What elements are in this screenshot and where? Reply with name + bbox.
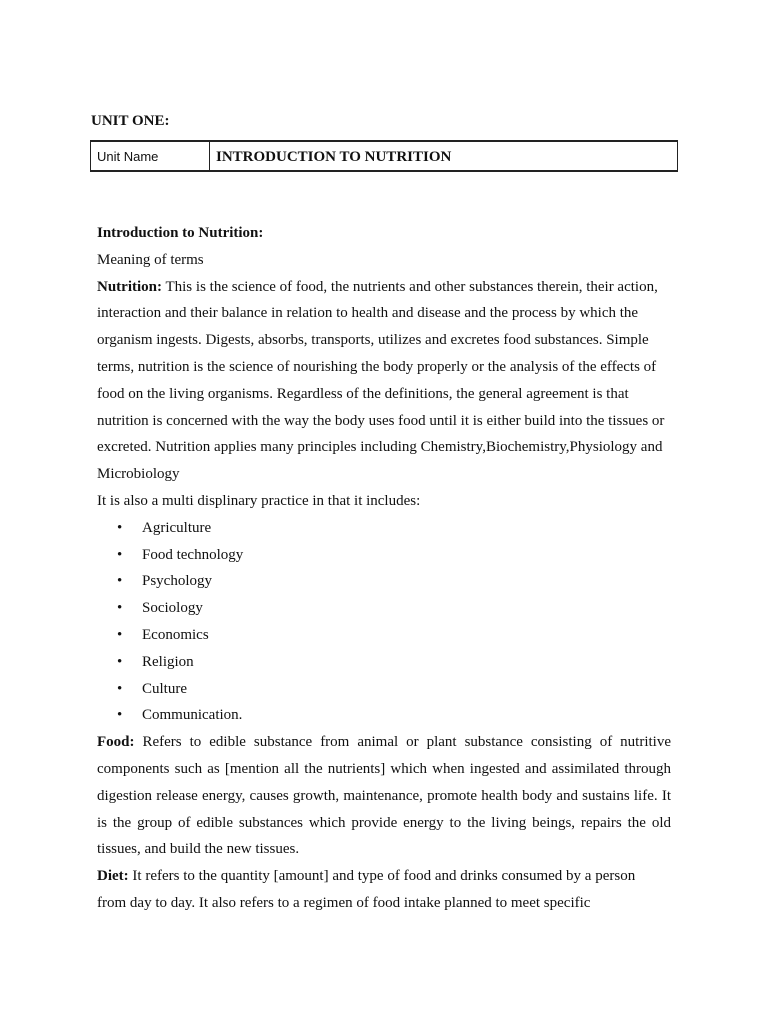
nutrition-term: Nutrition: (97, 278, 162, 295)
list-item-label: Food technology (142, 546, 244, 563)
list-item (97, 676, 671, 703)
disciplines-list (97, 515, 671, 729)
unit-name-table (90, 140, 678, 172)
meaning-of-terms: Meaning of terms (97, 251, 204, 268)
bullet-icon: • (117, 680, 123, 697)
bullet-icon: • (117, 626, 123, 643)
list-item (97, 542, 671, 569)
list-item (97, 515, 671, 542)
food-definition: Refers to edible substance from animal or plant substance consisting of nutritive components such as [mention all the nutrients] which when ingested and assimilated through digestion release energy, causes growth, maintenance, promote health body and sustains life. It is the group of edible substances which provide energy to the living beings, repairs the old tissues, and build the new tissues. (97, 734, 671, 858)
unit-heading: UNIT ONE: (91, 113, 170, 129)
list-item-label: Psychology (142, 573, 213, 590)
bullet-icon: • (117, 600, 123, 617)
document-body (97, 220, 671, 917)
bullet-icon: • (117, 519, 123, 536)
bullet-icon: • (117, 573, 123, 590)
list-item (97, 595, 671, 622)
bullet-icon: • (117, 653, 123, 670)
diet-paragraph (97, 863, 671, 917)
bullet-icon: • (117, 707, 123, 724)
diet-definition-line1: It refers to the quantity [amount] and type of food and drinks consumed by a person (128, 868, 636, 885)
list-item (97, 622, 671, 649)
list-item-label: Religion (142, 653, 194, 670)
diet-term: Diet: (97, 868, 129, 885)
list-item-label: Culture (142, 680, 187, 697)
list-item (97, 702, 671, 729)
unit-name-value: INTRODUCTION TO NUTRITION (216, 149, 452, 165)
unit-name-label: Unit Name (91, 142, 210, 170)
list-item-label: Sociology (142, 600, 203, 617)
list-item-label: Agriculture (142, 519, 212, 536)
nutrition-definition: This is the science of food, the nutrients and other substances therein, their action, interaction and their balance in relation to health and disease and the process by which the organism ingests. Digests, absorbs, transports, utilizes and excretes food substances. Simple terms, nutrition is the science of nourishing the body properly or the analysis of the effects of food on the living organisms. Regardless of the definitions, the general agreement is that nutrition is concerned with the way the body uses food until it is either build into the tissues or excreted. Nutrition applies many principles including Chemistry,Biochemistry,Physiology and Microbiology (97, 278, 665, 483)
food-paragraph (97, 729, 671, 863)
section-title: Introduction to Nutrition: (97, 225, 264, 241)
multidisciplinary-intro: It is also a multi displinary practice in that it includes: (97, 492, 421, 509)
food-term: Food: (97, 734, 135, 751)
diet-definition-line2: from day to day. It also refers to a regimen of food intake planned to meet specific (97, 894, 591, 911)
nutrition-paragraph (97, 274, 671, 488)
list-item-label: Communication. (142, 707, 243, 724)
list-item (97, 649, 671, 676)
bullet-icon: • (117, 546, 123, 563)
list-item (97, 568, 671, 595)
list-item-label: Economics (142, 626, 209, 643)
